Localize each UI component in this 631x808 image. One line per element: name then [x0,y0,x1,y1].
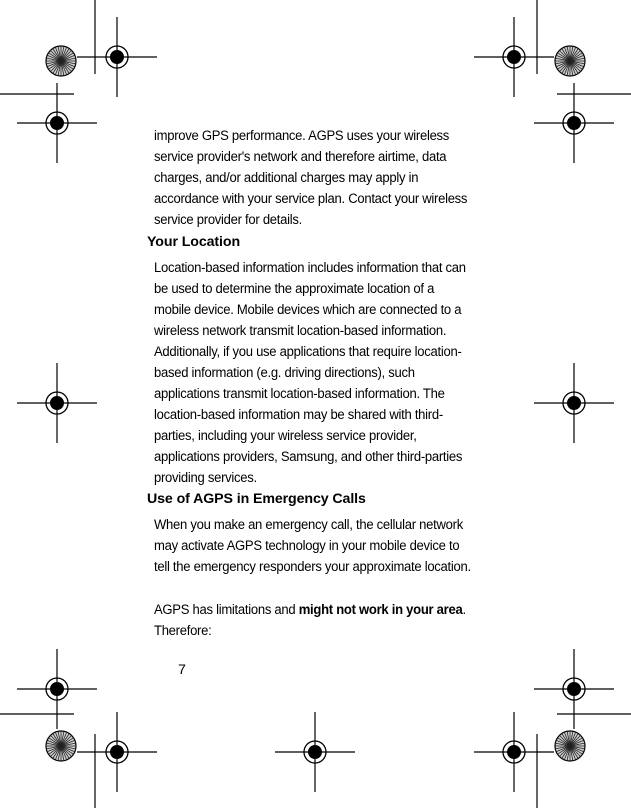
agps-limitations-paragraph [154,600,471,642]
section-heading-your-location: Your Location [147,234,241,250]
agps-emergency-paragraph [154,515,471,578]
limitation-text-end: . Therefore: [154,602,466,639]
intro-paragraph-text: improve GPS performance. AGPS uses your wireless service provider's network and therefore airtime, data charges, and/or additional charges may apply in accordance with your service plan. Contact your wireless service provider for details. [154,128,468,228]
agps-limitations-text [154,600,471,642]
section-heading-agps-emergency: Use of AGPS in Emergency Calls [147,491,366,507]
limitation-emphasis: might not work in your area [298,602,463,618]
your-location-paragraph [154,258,471,489]
page-number: 7 [178,662,186,678]
agps-emergency-text: When you make an emergency call, the cellular network may activate AGPS technology in your mobile device to tell the emergency responders your approximate location. [154,517,471,575]
limitation-text-start: AGPS has limitations and [154,602,299,618]
intro-paragraph [154,126,471,231]
your-location-text: Location-based information includes information that can be used to determine the approximate location of a mobile device. Mobile devices which are connected to a wireless network transmit location-based information. Additionally, if you use applications that require location-based information (e.g. driving directions), such applications transmit location-based information. The location-based information may be shared with third-parties, including your wireless service provider, applications providers, Samsung, and other third-parties providing services. [154,260,466,486]
